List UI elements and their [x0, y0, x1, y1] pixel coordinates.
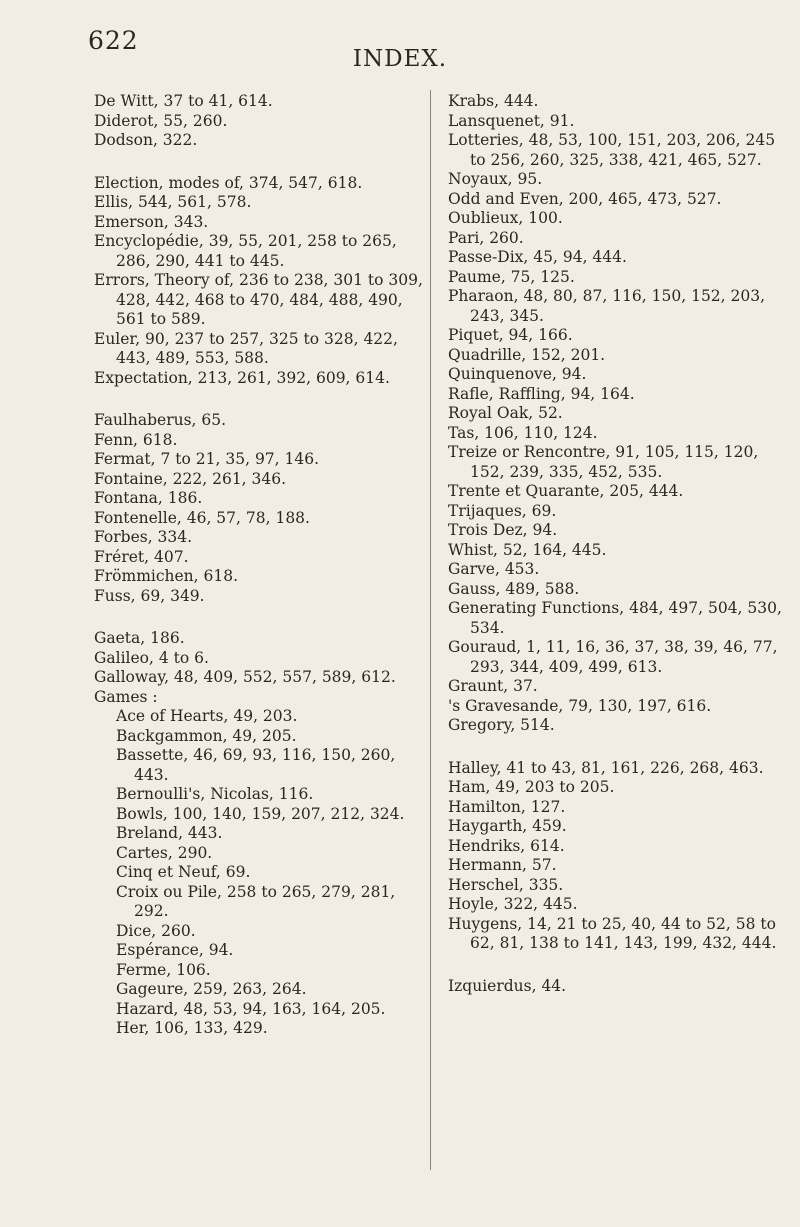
- games-subentry: Pari, 260.: [448, 228, 524, 247]
- games-subentry: Cinq et Neuf, 69.: [116, 863, 251, 881]
- index-entry: Diderot, 55, 260.: [94, 111, 228, 130]
- index-entry: De Witt, 37 to 41, 614.: [94, 92, 273, 110]
- games-subentry: Treize or Rencontre, 91, 105, 115, 120, 152, 239, 335, 452, 535.: [448, 443, 759, 481]
- index-entry: Hoyle, 322, 445.: [448, 895, 578, 913]
- index-entry: Hendriks, 614.: [448, 836, 565, 855]
- games-subentry: Noyaux, 95.: [448, 170, 543, 188]
- games-subentry: Rafle, Raffling, 94, 164.: [448, 384, 635, 403]
- index-entry: Fermat, 7 to 21, 35, 97, 146.: [94, 450, 320, 468]
- right-column: [448, 92, 783, 996]
- index-entry: Gauss, 489, 588.: [448, 579, 580, 598]
- index-entry: Fontenelle, 46, 57, 78, 188.: [94, 508, 310, 527]
- games-subentry: Her, 106, 133, 429.: [116, 1019, 268, 1037]
- games-subentry: Trois Dez, 94.: [448, 521, 558, 539]
- games-subentry: Tas, 106, 110, 124.: [448, 423, 598, 442]
- games-subentry: Whist, 52, 164, 445.: [448, 540, 607, 559]
- index-entry: Garve, 453.: [448, 560, 540, 578]
- games-subentry: Hazard, 48, 53, 94, 163, 164, 205.: [116, 999, 386, 1018]
- games-subentry: Lotteries, 48, 53, 100, 151, 203, 206, 245 to 256, 260, 325, 338, 421, 465, 527.: [448, 131, 776, 169]
- index-group-g: [94, 629, 424, 1039]
- index-entry: Galileo, 4 to 6.: [94, 648, 209, 667]
- games-continued: [448, 92, 783, 736]
- games-subentry: Ferme, 106.: [116, 960, 211, 979]
- index-entry: Fenn, 618.: [94, 430, 178, 449]
- index-entry: Halley, 41 to 43, 81, 161, 226, 268, 463.: [448, 758, 764, 777]
- index-entry: Gaeta, 186.: [94, 629, 185, 647]
- games-subentry: Trijaques, 69.: [448, 501, 557, 520]
- games-subentry: Dice, 260.: [116, 921, 196, 940]
- games-subentry: Pharaon, 48, 80, 87, 116, 150, 152, 203, 243, 345.: [448, 287, 766, 325]
- games-subentry: Backgammon, 49, 205.: [116, 726, 297, 745]
- left-column: [94, 92, 424, 1039]
- games-subentry: Lansquenet, 91.: [448, 111, 575, 130]
- index-entry: Fontana, 186.: [94, 489, 203, 507]
- index-group-d: [94, 92, 424, 151]
- index-entry: Fuss, 69, 349.: [94, 586, 205, 605]
- running-head: INDEX.: [352, 46, 448, 72]
- index-entry: Hamilton, 127.: [448, 797, 566, 816]
- column-divider: [430, 90, 431, 1170]
- games-subentry: Royal Oak, 52.: [448, 404, 563, 422]
- index-entry: Generating Functions, 484, 497, 504, 530, 534.: [448, 599, 782, 637]
- index-entry: Encyclopédie, 39, 55, 201, 258 to 265, 286, 290, 441 to 445.: [94, 232, 397, 270]
- index-entry: Frömmichen, 618.: [94, 567, 239, 585]
- index-entry: Galloway, 48, 409, 552, 557, 589, 612.: [94, 668, 396, 686]
- games-subentry: Passe-Dix, 45, 94, 444.: [448, 248, 627, 266]
- index-entry: Ham, 49, 203 to 205.: [448, 778, 615, 796]
- index-entry: Izquierdus, 44.: [448, 976, 567, 995]
- index-entry: Election, modes of, 374, 547, 618.: [94, 173, 363, 192]
- index-entry: Faulhaberus, 65.: [94, 411, 227, 429]
- games-subentry: Quadrille, 152, 201.: [448, 345, 606, 364]
- index-entry: Expectation, 213, 261, 392, 609, 614.: [94, 368, 390, 387]
- games-subentry: Bowls, 100, 140, 159, 207, 212, 324.: [116, 804, 405, 823]
- index-entry: Huygens, 14, 21 to 25, 40, 44 to 52, 58 to 62, 81, 138 to 141, 143, 199, 432, 444.: [448, 914, 777, 952]
- index-entry: Herschel, 335.: [448, 875, 564, 894]
- index-entry: Haygarth, 459.: [448, 817, 567, 835]
- games-subentry: Breland, 443.: [116, 824, 223, 842]
- index-entry: Errors, Theory of, 236 to 238, 301 to 309, 428, 442, 468 to 470, 484, 488, 490, 561 to 589.: [94, 271, 423, 328]
- page-number: 622: [88, 26, 139, 55]
- index-entry: Hermann, 57.: [448, 856, 557, 874]
- index-entry: Ellis, 544, 561, 578.: [94, 193, 252, 211]
- index-entry: Dodson, 322.: [94, 131, 198, 149]
- index-entry: Graunt, 37.: [448, 677, 538, 695]
- index-group-f: [94, 411, 424, 606]
- index-entry: Games :: [94, 687, 158, 706]
- index-group-h: [448, 759, 783, 954]
- games-subentry: Paume, 75, 125.: [448, 267, 575, 286]
- games-subentry: Espérance, 94.: [116, 941, 234, 959]
- index-entry: Fréret, 407.: [94, 547, 189, 566]
- games-subentry: Piquet, 94, 166.: [448, 326, 573, 344]
- index-group-i: [448, 977, 783, 997]
- games-subentry: Bassette, 46, 69, 93, 116, 150, 260, 443.: [116, 746, 396, 784]
- index-group-e: [94, 174, 424, 389]
- index-entry: 's Gravesande, 79, 130, 197, 616.: [448, 696, 712, 715]
- games-subentry: Quinquenove, 94.: [448, 365, 587, 383]
- index-entry: Gregory, 514.: [448, 716, 555, 734]
- index-entry: Gouraud, 1, 11, 16, 36, 37, 38, 39, 46, 77, 293, 344, 409, 499, 613.: [448, 638, 778, 676]
- games-subentry: Ace of Hearts, 49, 203.: [116, 707, 298, 725]
- games-subentry: Bernoulli's, Nicolas, 116.: [116, 785, 314, 803]
- index-entry: Euler, 90, 237 to 257, 325 to 328, 422, 443, 489, 553, 588.: [94, 329, 398, 367]
- index-entry: Fontaine, 222, 261, 346.: [94, 469, 287, 488]
- games-subentry: Cartes, 290.: [116, 843, 213, 862]
- games-subentry: Oublieux, 100.: [448, 209, 563, 227]
- games-subentry: Croix ou Pile, 258 to 265, 279, 281, 292.: [116, 882, 396, 920]
- games-subentry: Odd and Even, 200, 465, 473, 527.: [448, 189, 722, 208]
- index-entry: Emerson, 343.: [94, 212, 209, 231]
- games-subentry: Trente et Quarante, 205, 444.: [448, 482, 684, 500]
- games-subentry: Gageure, 259, 263, 264.: [116, 980, 307, 998]
- games-subentry: Krabs, 444.: [448, 92, 539, 110]
- index-entry: Forbes, 334.: [94, 528, 193, 546]
